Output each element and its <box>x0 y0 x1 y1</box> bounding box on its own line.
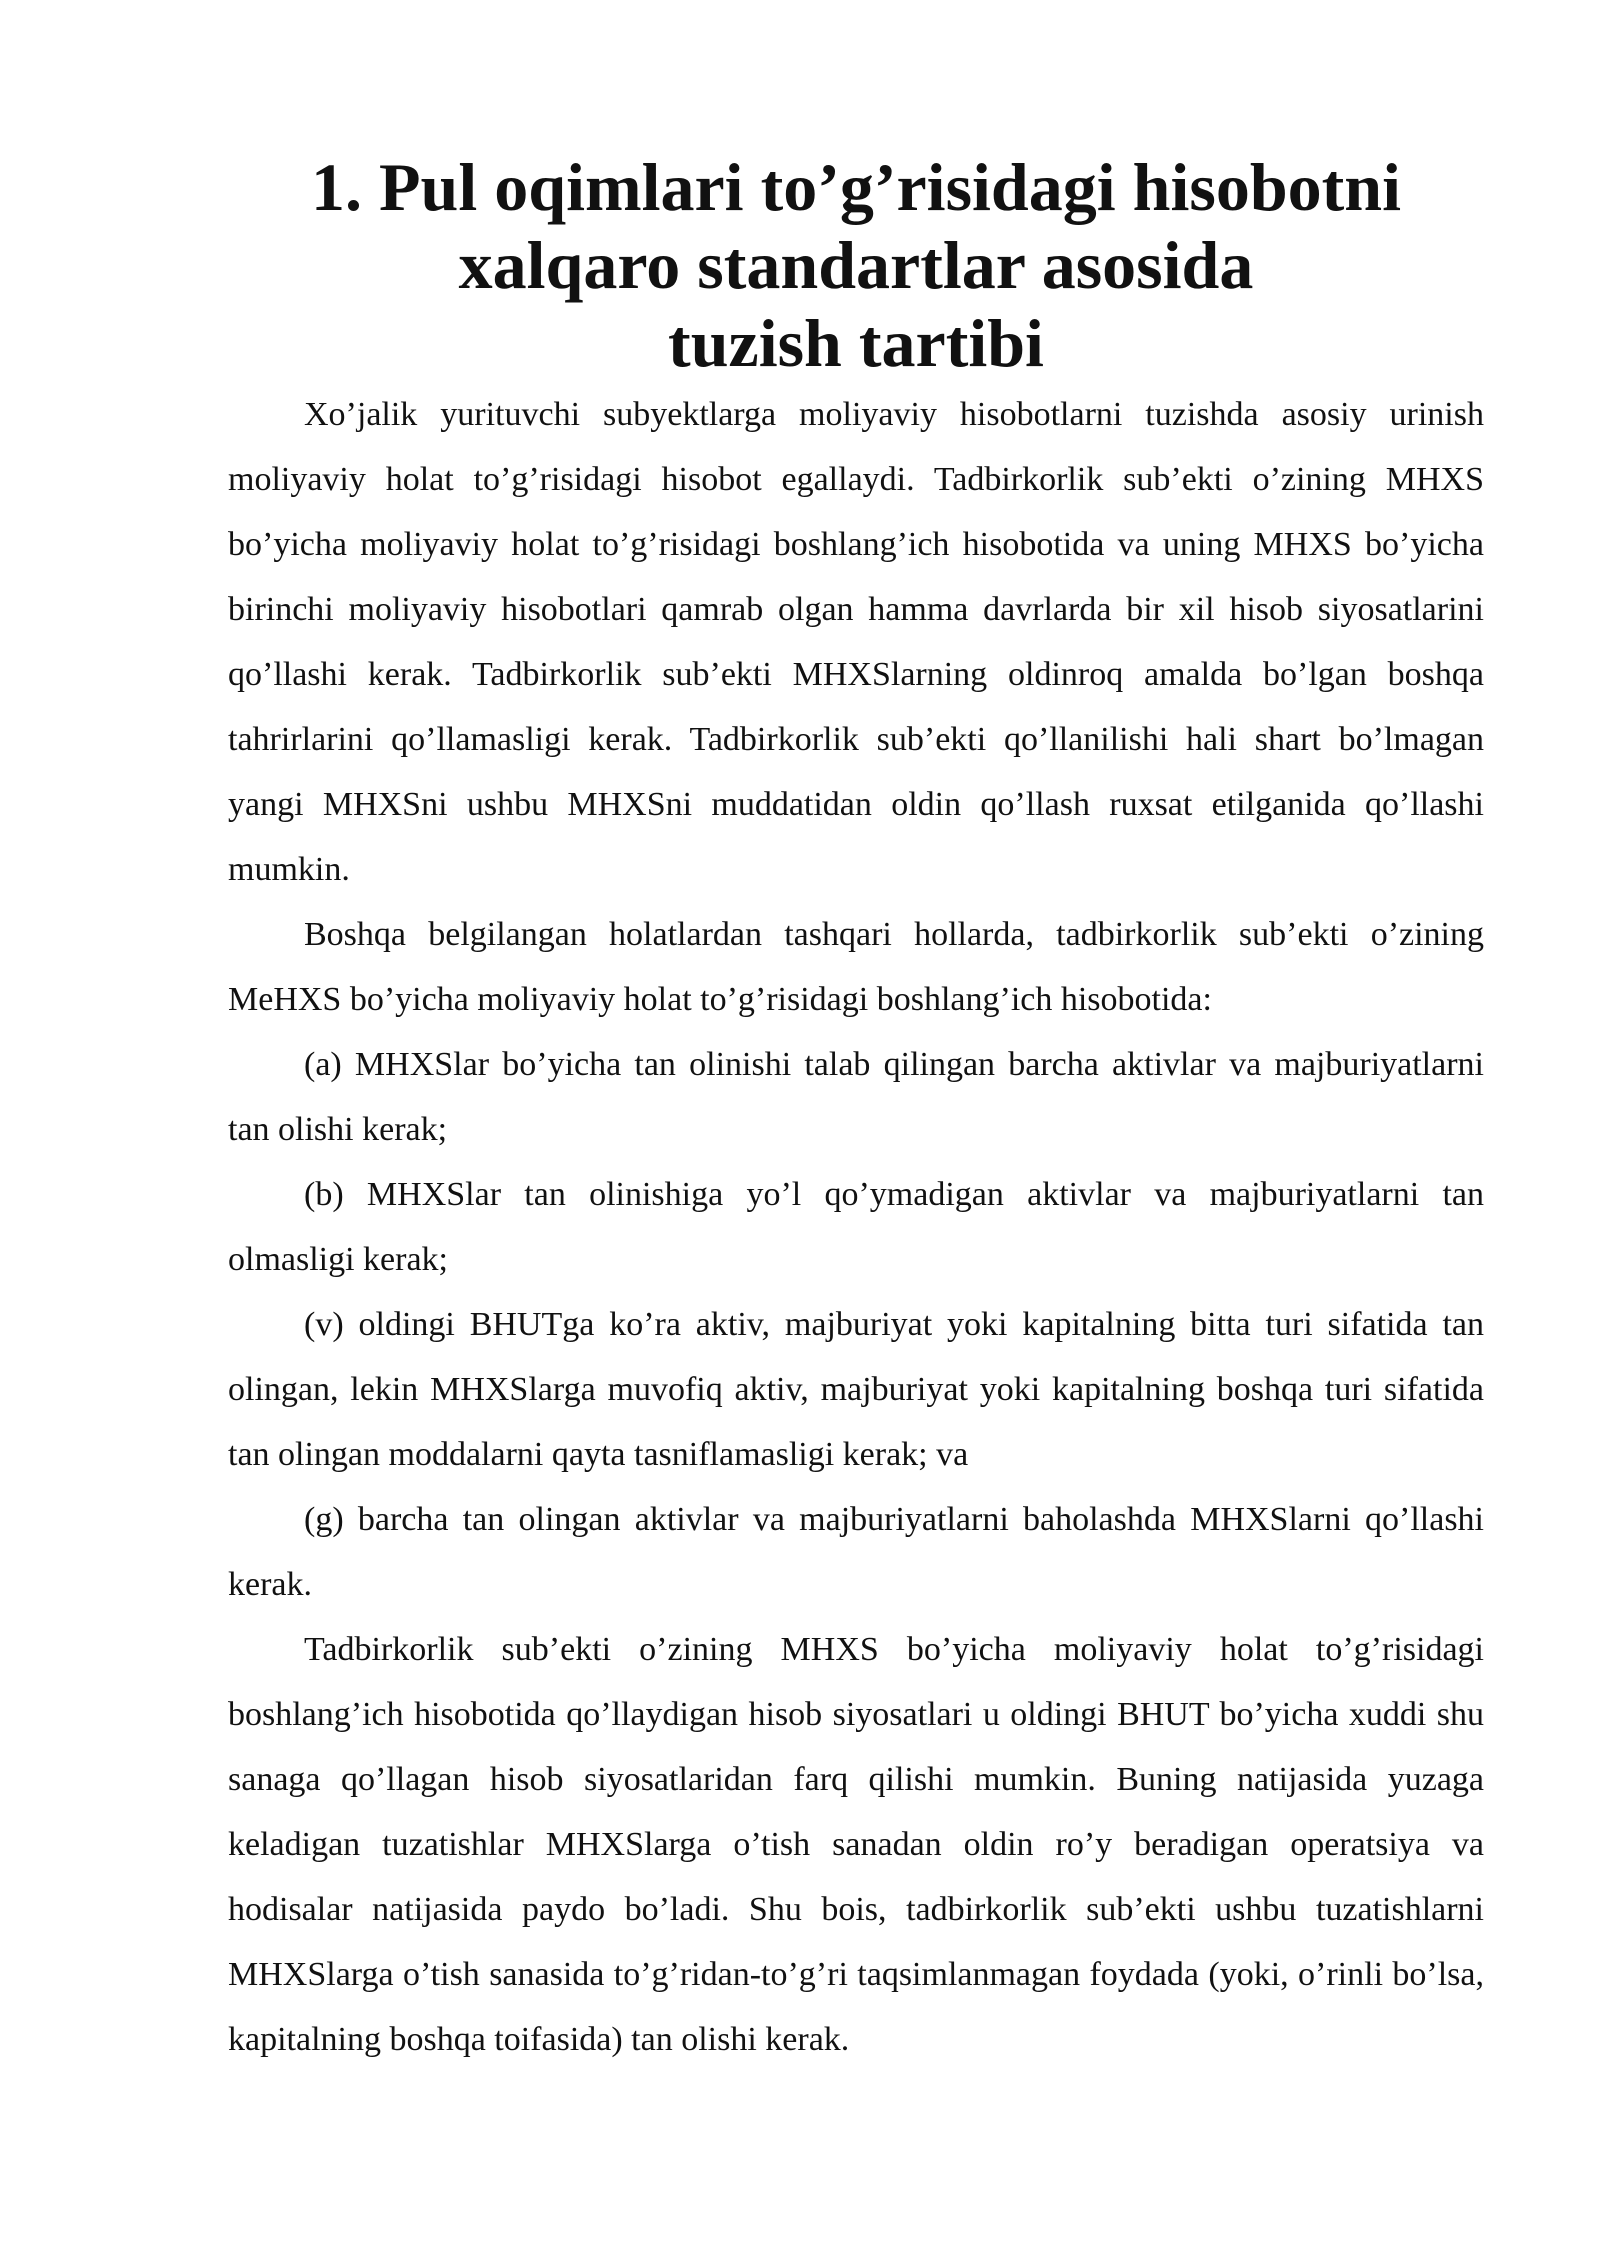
title-line-1: 1. Pul oqimlari to’g’risidagi hisobotni xalqaro standartlar asosida <box>311 149 1401 303</box>
title-line-2: tuzish tartibi <box>668 305 1044 381</box>
list-item-b: (b) MHXSlar tan olinishiga yo’l qo’ymadigan aktivlar va majburiyatlarni tan olmasligi kerak; <box>228 1176 1484 1278</box>
list-item-a: (a) MHXSlar bo’yicha tan olinishi talab qilingan barcha aktivlar va majburiyatlarni tan olishi kerak; <box>228 1046 1484 1148</box>
paragraph-conclusion: Tadbirkorlik sub’ekti o’zining MHXS bo’yicha moliyaviy holat to’g’risidagi boshlang’ich hisobotida qo’llaydigan hisob siyosatlari u oldingi BHUT bo’yicha xuddi shu sanaga qo’llagan hisob siyosatlaridan farq qilishi mumkin. Buning natijasida yuzaga keladigan tuzatishlar MHXSlarga o’tish sanadan oldin ro’y beradigan operatsiya va hodisalar natijasida paydo bo’ladi. Shu bois, tadbirkorlik sub’ekti ushbu tuzatishlarni MHXSlarga o’tish sanasida to’g’ridan-to’g’ri taqsimlanmagan foydada (yoki, o’rinli bo’lsa, kapitalning boshqa toifasida) tan olishi kerak. <box>228 1631 1484 2058</box>
document-page <box>228 148 1484 2072</box>
paragraph-intro: Xo’jalik yurituvchi subyektlarga moliyaviy hisobotlarni tuzishda asosiy urinish moliyaviy holat to’g’risidagi hisobot egallaydi. Tadbirkorlik sub’ekti o’zining MHXS bo’yicha moliyaviy holat to’g’risidagi boshlang’ich hisobotida va uning MHXS bo’yicha birinchi moliyaviy hisobotlari qamrab olgan hamma davrlarda bir xil hisob siyosatlarini qo’llashi kerak. Tadbirkorlik sub’ekti MHXSlarning oldinroq amalda bo’lgan boshqa tahrirlarini qo’llamasligi kerak. Tadbirkorlik sub’ekti qo’llanilishi hali shart bo’lmagan yangi MHXSni ushbu MHXSni muddatidan oldin qo’llash ruxsat etilganida qo’llashi mumkin. <box>228 396 1484 888</box>
paragraph-conditions: Boshqa belgilangan holatlardan tashqari hollarda, tadbirkorlik sub’ekti o’zining MeHXS bo’yicha moliyaviy holat to’g’risidagi boshlang’ich hisobotida: <box>228 916 1484 1018</box>
list-item-g: (g) barcha tan olingan aktivlar va majburiyatlarni baholashda MHXSlarni qo’llashi kerak. <box>228 1501 1484 1603</box>
document-title <box>228 148 1484 382</box>
list-item-v: (v) oldingi BHUTga ko’ra aktiv, majburiyat yoki kapitalning bitta turi sifatida tan olingan, lekin MHXSlarga muvofiq aktiv, majburiyat yoki kapitalning boshqa turi sifatida tan olingan moddalarni qayta tasniflamasligi kerak; va <box>228 1306 1484 1473</box>
